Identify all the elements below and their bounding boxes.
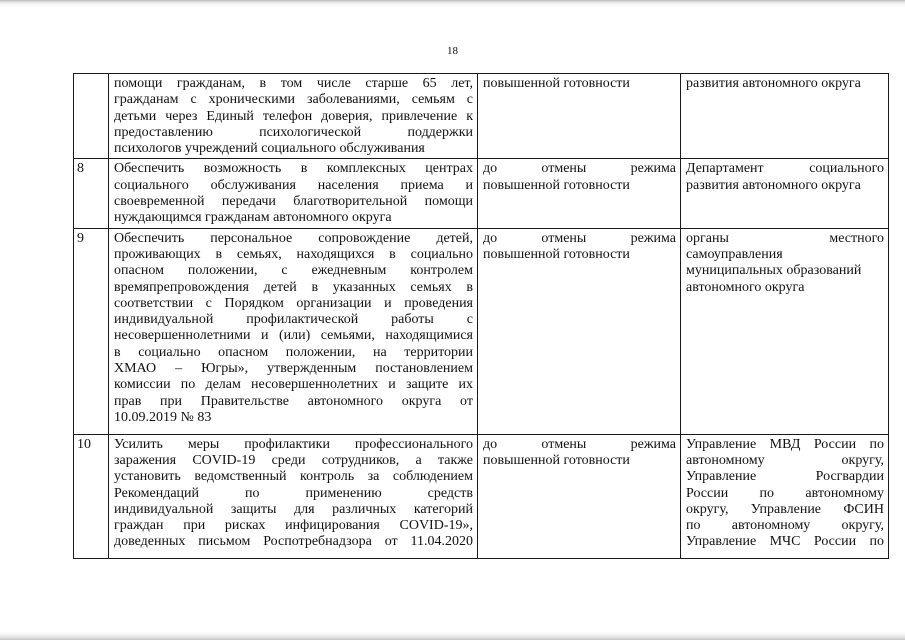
measures-table <box>73 73 889 559</box>
deadline-cell <box>478 74 681 159</box>
action-line: заражения COVID-19 среди сотрудников, а также <box>114 452 473 468</box>
action-line: Усилить меры профилактики профессионального <box>114 436 473 452</box>
row-number <box>74 74 109 159</box>
action-line: 10.09.2019 № 83 <box>114 409 212 425</box>
action-line: Рекомендаций по применению средств <box>114 485 473 501</box>
deadline-cell <box>478 434 681 558</box>
action-cell <box>109 159 478 228</box>
responsible-line: развития автономного округа <box>686 177 861 193</box>
action-line: своевременной передачи благотворительной помощи <box>114 194 473 210</box>
action-line: индивидуальной профилактической работы с <box>114 312 473 328</box>
responsible-line: округу, Управление ФСИН <box>686 501 884 517</box>
responsible-line: муниципальных образований <box>686 263 862 279</box>
action-line: несовершеннолетними и (или) семьями, находящимися <box>114 328 473 344</box>
action-line: предоставлению психологической поддержки <box>114 124 473 140</box>
responsible-cell <box>681 159 889 228</box>
table-row <box>74 159 889 228</box>
deadline-line: повышенной готовности <box>483 76 630 91</box>
action-line: ХМАО – Югры», утвержденным постановлением <box>114 361 473 377</box>
responsible-cell <box>681 434 889 558</box>
deadline-line: до отмены режима <box>483 230 676 246</box>
responsible-line: самоуправления <box>686 246 783 262</box>
action-line: проживающих в семьях, находящихся в социально <box>114 246 473 262</box>
responsible-line: автономного округа <box>686 279 805 295</box>
responsible-cell <box>681 74 889 159</box>
action-line: психологов учреждений социального обслуживания <box>114 141 425 157</box>
row-number: 8 <box>74 159 109 228</box>
action-cell <box>109 74 478 159</box>
action-line: Обеспечить персональное сопровождение детей, <box>114 230 473 246</box>
row-number: 10 <box>74 434 109 558</box>
action-cell <box>109 228 478 434</box>
action-line: Обеспечить возможность в комплексных центрах <box>114 161 473 177</box>
responsible-line: по автономному округу, <box>686 518 884 534</box>
table-row <box>74 74 889 159</box>
action-line: соответствии с Порядком организации и проведения <box>114 295 473 311</box>
action-line: детьми через Единый телефон доверия, привлечение к <box>114 108 473 124</box>
responsible-line: развития автономного округа <box>686 76 861 91</box>
action-line: доведенных письмом Роспотребнадзора от 11.04.2020 <box>114 534 473 550</box>
row-number: 9 <box>74 228 109 434</box>
deadline-line: повышенной готовности <box>483 177 630 193</box>
table-row <box>74 434 889 558</box>
action-line: граждан при рисках инфицирования COVID-19», <box>114 518 473 534</box>
responsible-line: органы местного <box>686 230 884 246</box>
action-line: помощи гражданам, в том числе старше 65 лет, <box>114 76 473 91</box>
responsible-line: Управление МЧС России по <box>686 534 884 550</box>
action-line: прав при Правительстве автономного округа от <box>114 393 473 409</box>
action-cell <box>109 434 478 558</box>
action-line: гражданам с хроническими заболеваниями, семьям с <box>114 92 473 108</box>
deadline-line: до отмены режима <box>483 436 676 452</box>
page-number: 18 <box>447 45 458 57</box>
responsible-line: автономному округу, <box>686 452 884 468</box>
action-line: в социально опасном положении, на территории <box>114 344 473 360</box>
responsible-line: Управление МВД России по <box>686 436 884 452</box>
action-line: установить ведомственный контроль за соблюдением <box>114 469 473 485</box>
action-line: нуждающимся гражданам автономного округа <box>114 210 392 226</box>
deadline-line: повышенной готовности <box>483 246 630 262</box>
deadline-cell <box>478 159 681 228</box>
action-line: комиссии по делам несовершеннолетних и защите их <box>114 377 473 393</box>
scan-edge-top <box>0 0 905 7</box>
scan-edge-bottom <box>0 632 905 640</box>
action-line: времяпрепровождения детей в указанных семьях в <box>114 279 473 295</box>
action-line: индивидуальной защиты для различных категорий <box>114 501 473 517</box>
deadline-line: повышенной готовности <box>483 452 630 468</box>
deadline-cell <box>478 228 681 434</box>
responsible-line: Департамент социального <box>686 161 884 177</box>
responsible-line: России по автономному <box>686 485 884 501</box>
responsible-line: Управление Росгвардии <box>686 469 884 485</box>
action-line: опасном положении, с ежедневным контролем <box>114 263 473 279</box>
responsible-cell <box>681 228 889 434</box>
table-row <box>74 228 889 434</box>
action-line: социального обслуживания населения приема и <box>114 177 473 193</box>
deadline-line: до отмены режима <box>483 161 676 177</box>
